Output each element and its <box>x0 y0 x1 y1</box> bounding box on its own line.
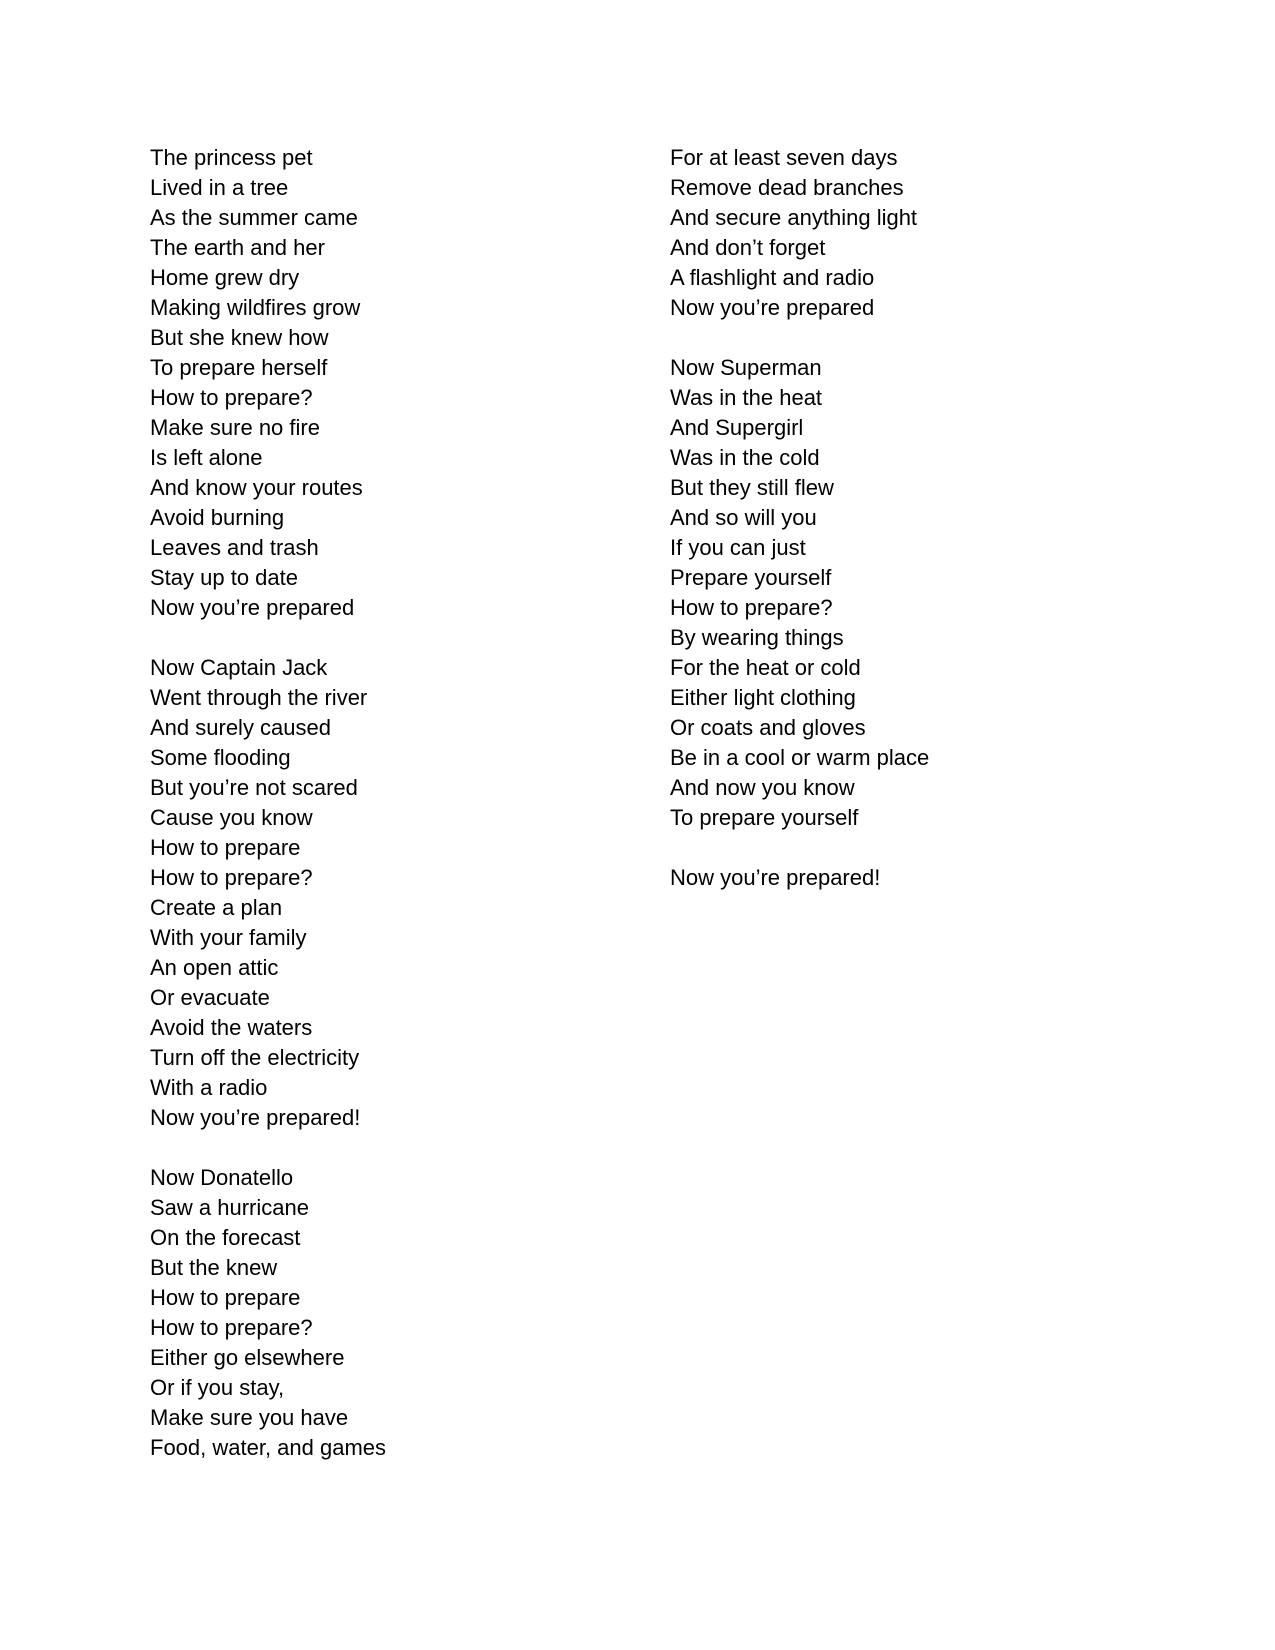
poem-line: Now Superman <box>670 355 822 380</box>
poem-line: But they still flew <box>670 475 834 500</box>
poem-column-right <box>670 143 1140 893</box>
poem-line: How to prepare? <box>150 1315 313 1340</box>
poem-line: Or if you stay, <box>150 1375 285 1400</box>
poem-line: Was in the heat <box>670 385 823 410</box>
poem-column-left <box>150 143 620 1463</box>
poem-line: Now you’re prepared <box>670 295 875 320</box>
poem-line: Prepare yourself <box>670 565 832 590</box>
poem-line: Be in a cool or warm place <box>670 745 930 770</box>
poem-line: Create a plan <box>150 895 283 920</box>
poem-line: Remove dead branches <box>670 175 904 200</box>
poem-line: Either go elsewhere <box>150 1345 345 1370</box>
poem-line: And so will you <box>670 505 817 530</box>
poem-line: Food, water, and games <box>150 1435 387 1460</box>
poem-line: Some flooding <box>150 745 291 770</box>
poem-line: As the summer came <box>150 205 358 230</box>
poem-line: Avoid burning <box>150 505 285 530</box>
poem-line: Saw a hurricane <box>150 1195 309 1220</box>
poem-line: Now Donatello <box>150 1165 294 1190</box>
poem-line: For at least seven days <box>670 145 898 170</box>
poem-line: Now you’re prepared <box>150 595 355 620</box>
poem-line: Avoid the waters <box>150 1015 313 1040</box>
poem-line: And secure anything light <box>670 205 918 230</box>
poem-line: With a radio <box>150 1075 268 1100</box>
poem-line: And know your routes <box>150 475 363 500</box>
poem-line: And don’t forget <box>670 235 826 260</box>
poem-line: Cause you know <box>150 805 313 830</box>
poem-line: An open attic <box>150 955 279 980</box>
poem-line: But the knew <box>150 1255 278 1280</box>
poem-line: Leaves and trash <box>150 535 319 560</box>
poem-line: A flashlight and radio <box>670 265 875 290</box>
poem-line: Making wildfires grow <box>150 295 361 320</box>
poem-line: How to prepare <box>150 835 301 860</box>
poem-line: Was in the cold <box>670 445 820 470</box>
poem-line: Now you’re prepared! <box>150 1105 361 1130</box>
poem-line: To prepare yourself <box>670 805 859 830</box>
poem-line: But she knew how <box>150 325 329 350</box>
poem-line: Make sure no fire <box>150 415 320 440</box>
poem-line: Now you’re prepared! <box>670 865 881 890</box>
poem-line: How to prepare <box>150 1285 301 1310</box>
poem-line: For the heat or cold <box>670 655 861 680</box>
poem-line: The earth and her <box>150 235 325 260</box>
poem-line: Stay up to date <box>150 565 298 590</box>
poem-line: Or evacuate <box>150 985 270 1010</box>
stanza-break <box>150 623 620 653</box>
poem-line: To prepare herself <box>150 355 328 380</box>
poem-line: Now Captain Jack <box>150 655 328 680</box>
poem-line: How to prepare? <box>150 865 313 890</box>
poem-line: And Supergirl <box>670 415 804 440</box>
stanza-break <box>670 323 1140 353</box>
poem-line: On the forecast <box>150 1225 301 1250</box>
poem-line: With your family <box>150 925 307 950</box>
poem-line: How to prepare? <box>670 595 833 620</box>
stanza-break <box>670 833 1140 863</box>
poem-line: Either light clothing <box>670 685 856 710</box>
poem-line: Home grew dry <box>150 265 300 290</box>
poem-line: Is left alone <box>150 445 263 470</box>
poem-line: Or coats and gloves <box>670 715 866 740</box>
poem-line: And now you know <box>670 775 855 800</box>
poem-line: The princess pet <box>150 145 313 170</box>
poem-line: But you’re not scared <box>150 775 358 800</box>
poem-line: Turn off the electricity <box>150 1045 360 1070</box>
poem-line: If you can just <box>670 535 806 560</box>
poem-line: Went through the river <box>150 685 368 710</box>
poem-line: By wearing things <box>670 625 844 650</box>
poem-line: Lived in a tree <box>150 175 289 200</box>
poem-line: And surely caused <box>150 715 331 740</box>
poem-line: Make sure you have <box>150 1405 349 1430</box>
stanza-break <box>150 1133 620 1163</box>
poem-line: How to prepare? <box>150 385 313 410</box>
